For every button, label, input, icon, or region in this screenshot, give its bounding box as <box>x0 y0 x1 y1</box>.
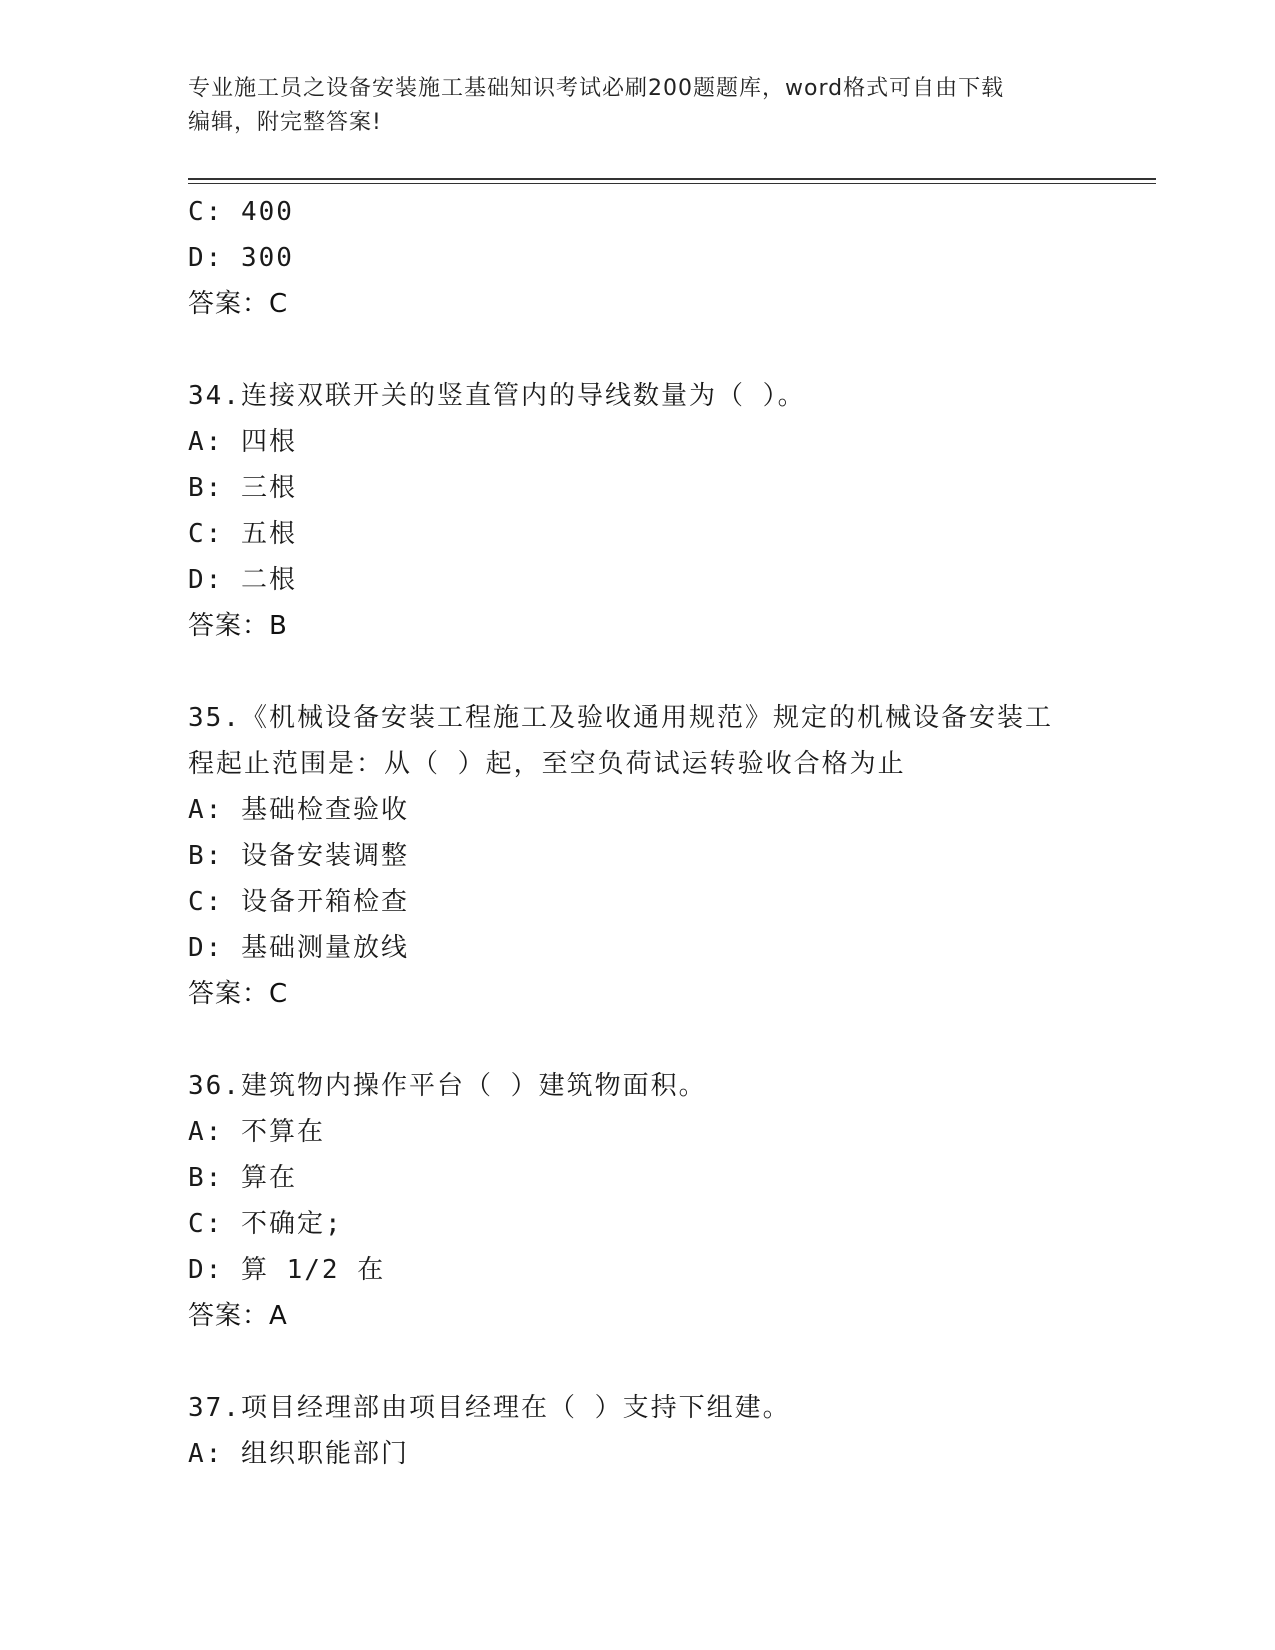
question-spacer <box>188 1339 1088 1385</box>
option-d: D: 基础测量放线 <box>188 933 409 963</box>
answer-line: 答案：C <box>188 289 289 319</box>
question-33-continued <box>188 189 1088 327</box>
question-spacer <box>188 649 1088 695</box>
option-d: D: 300 <box>188 243 294 273</box>
option-b: B: 算在 <box>188 1163 297 1193</box>
option-d: D: 算 1/2 在 <box>188 1255 386 1285</box>
question-stem: 34.连接双联开关的竖直管内的导线数量为（ ）。 <box>188 381 806 411</box>
answer-line: 答案：A <box>188 1301 288 1331</box>
option-c: C: 设备开箱检查 <box>188 887 409 917</box>
question-spacer <box>188 1017 1088 1063</box>
header-title-line-2: 编辑，附完整答案! <box>188 110 382 135</box>
header-title-line-1: 专业施工员之设备安装施工基础知识考试必刷200题题库，word格式可自由下载 <box>188 76 1005 101</box>
header-divider-thick <box>188 178 1156 180</box>
option-c: C: 400 <box>188 197 294 227</box>
page-header <box>188 72 1088 140</box>
question-spacer <box>188 327 1088 373</box>
question-stem: 35.《机械设备安装工程施工及验收通用规范》规定的机械设备安装工 <box>188 703 1053 733</box>
option-d: D: 二根 <box>188 565 297 595</box>
header-divider-thin <box>188 183 1156 184</box>
question-list <box>188 189 1088 1477</box>
option-a: A: 不算在 <box>188 1117 325 1147</box>
option-a: A: 基础检查验收 <box>188 795 409 825</box>
answer-line: 答案：C <box>188 979 289 1009</box>
option-c: C: 不确定; <box>188 1209 343 1239</box>
question-stem-continued: 程起止范围是：从（ ）起，至空负荷试运转验收合格为止 <box>188 749 906 779</box>
option-b: B: 三根 <box>188 473 297 503</box>
question-stem: 36.建筑物内操作平台（ ）建筑物面积。 <box>188 1071 707 1101</box>
option-a: A: 组织职能部门 <box>188 1439 409 1469</box>
answer-line: 答案：B <box>188 611 288 641</box>
question-34 <box>188 373 1088 649</box>
question-35 <box>188 695 1088 1017</box>
option-a: A: 四根 <box>188 427 297 457</box>
question-36 <box>188 1063 1088 1339</box>
option-c: C: 五根 <box>188 519 297 549</box>
question-37 <box>188 1385 1088 1477</box>
question-stem: 37.项目经理部由项目经理在（ ）支持下组建。 <box>188 1393 791 1423</box>
option-b: B: 设备安装调整 <box>188 841 409 871</box>
